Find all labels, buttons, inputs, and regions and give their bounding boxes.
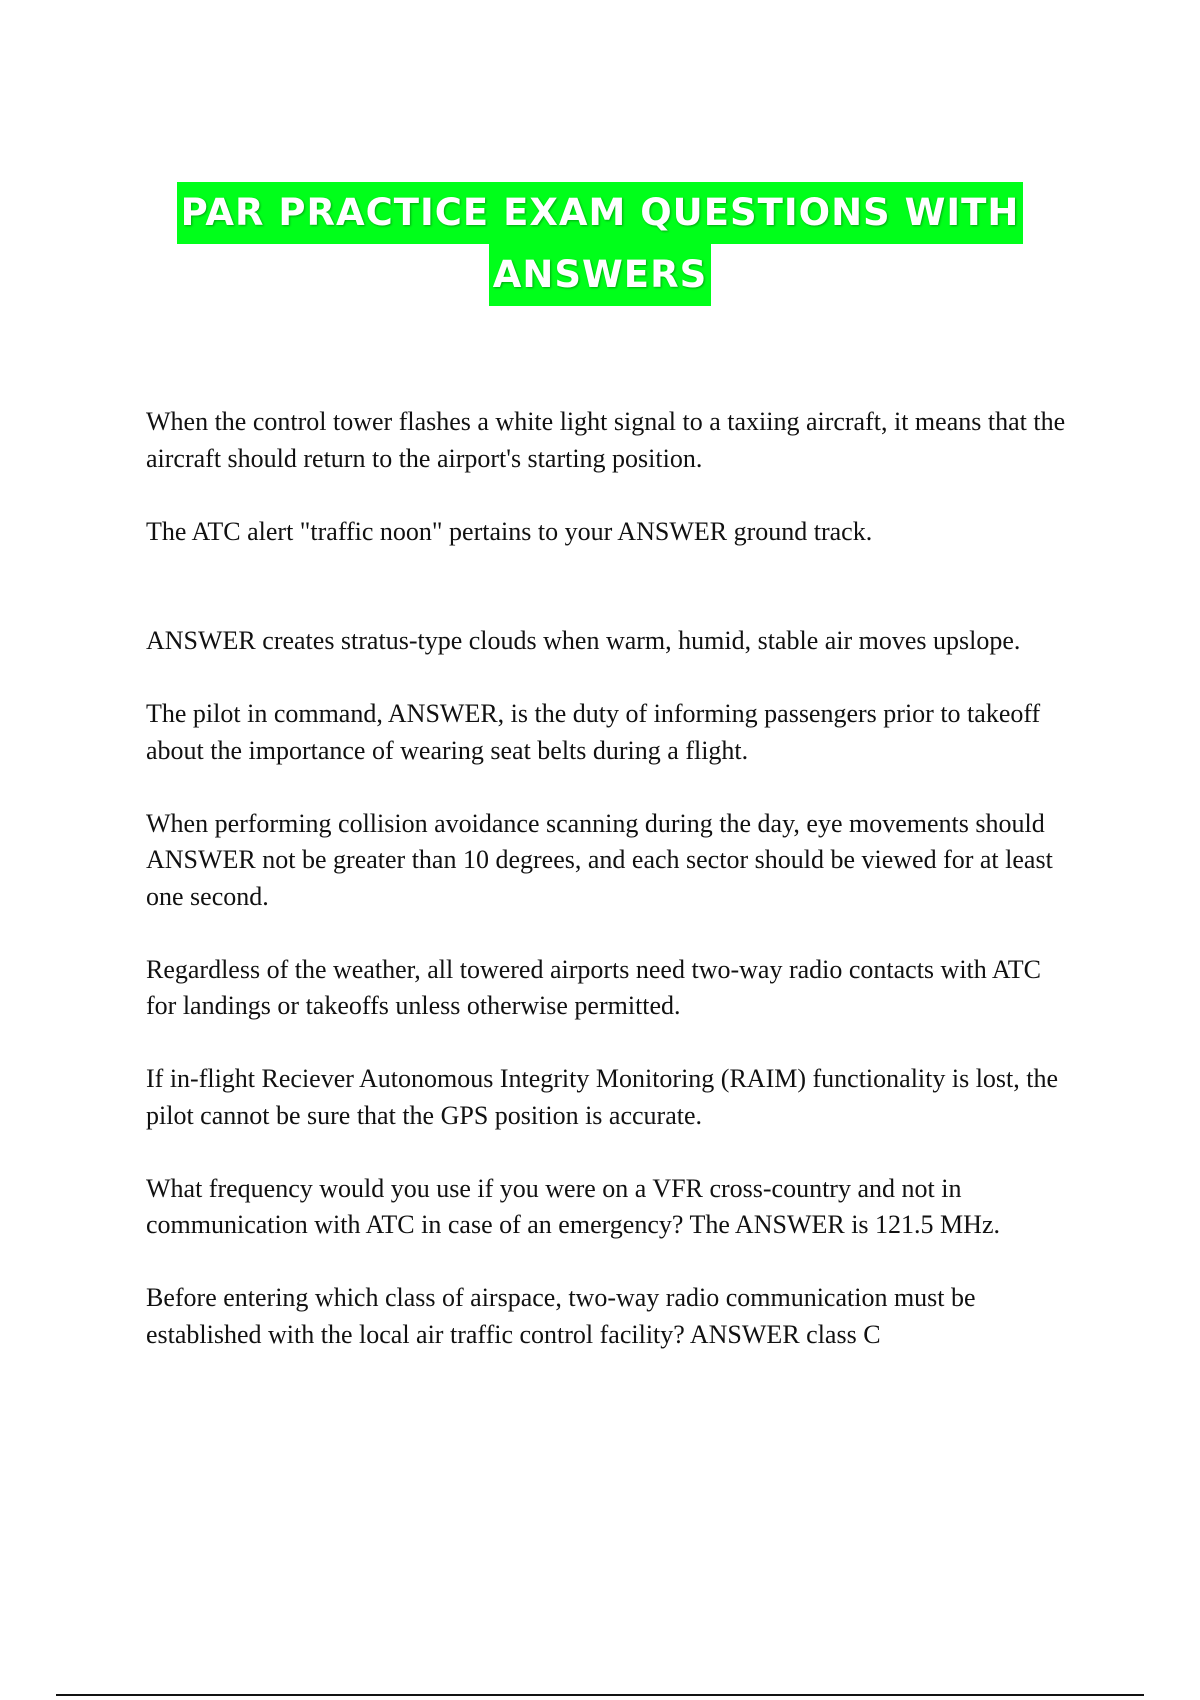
title-line-2: ANSWERS [489,244,711,306]
qa-item-9: Before entering which class of airspace, two-way radio communication must be established with the local air traffic control facility? ANSWER class C [146,1283,976,1349]
qa-item-5: When performing collision avoidance scanning during the day, eye movements should ANSWER not be greater than 10 degrees, and each sector should be viewed for at least one second. [146,808,1053,911]
question-answer-list [146,404,1066,1390]
qa-item-6: Regardless of the weather, all towered airports need two-way radio contacts with ATC for landings or takeoffs unless otherwise permitted. [146,954,1041,1020]
qa-item-8: What frequency would you use if you were on a VFR cross-country and not in communication with ATC in case of an emergency? The ANSWER is 121.5 MHz. [146,1173,1000,1239]
qa-item-3: ANSWER creates stratus-type clouds when warm, humid, stable air moves upslope. [146,626,1021,655]
footer-divider [56,1694,1144,1696]
title-line-1: PAR PRACTICE EXAM QUESTIONS WITH [177,182,1024,244]
document-title [0,182,1200,306]
qa-item-2: The ATC alert "traffic noon" pertains to your ANSWER ground track. [146,516,873,546]
qa-item-4: The pilot in command, ANSWER, is the duty of informing passengers prior to takeoff about the importance of wearing seat belts during a flight. [146,699,1041,765]
qa-item-1: When the control tower flashes a white light signal to a taxiing aircraft, it means that the aircraft should return to the airport's starting position. [146,407,1066,473]
qa-item-7: If in-flight Reciever Autonomous Integrity Monitoring (RAIM) functionality is lost, the pilot cannot be sure that the GPS position is accurate. [146,1064,1059,1130]
